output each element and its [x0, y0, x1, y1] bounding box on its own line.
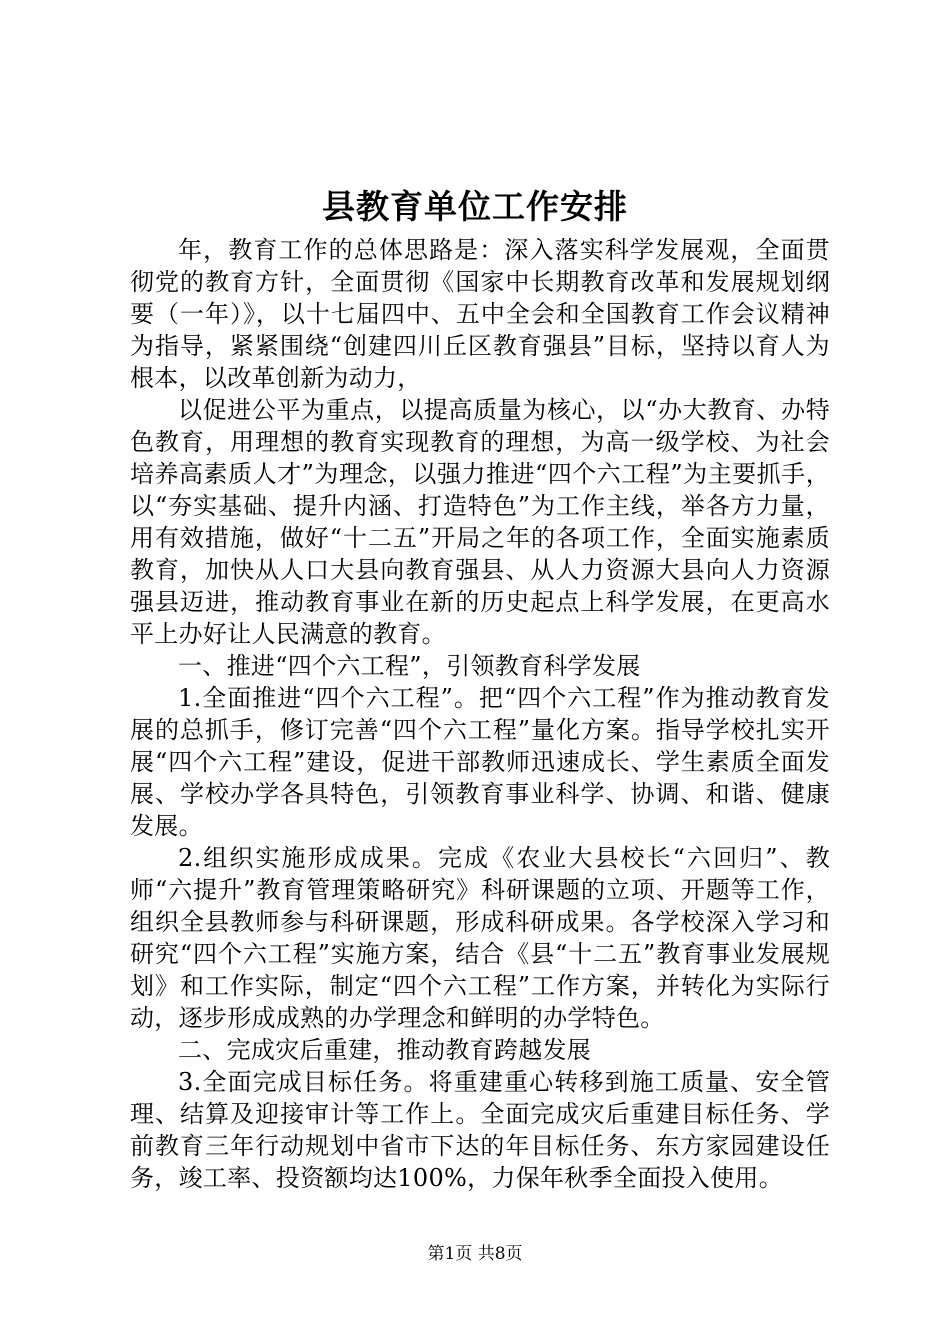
- section-1-item-2: 2.组织实施形成成果。完成《农业大县校长“六回归”、教师“六提升”教育管理策略研究》科研课题的立项、开题等工作，组织全县教师参与科研课题，形成科研成果。各学校深入学习和研究“四个六工程”实施方案，结合《县“十二五”教育事业发展规划》和工作实际，制定“四个六工程”工作方案，并转化为实际行动，逐步形成成熟的办学理念和鲜明的办学特色。: [130, 844, 830, 1032]
- section-1-item-1: 1.全面推进“四个六工程”。把“四个六工程”作为推动教育发展的总抓手，修订完善“四个六工程”量化方案。指导学校扎实开展“四个六工程”建设，促进干部教师迅速成长、学生素质全面发展、学校办学各具特色，引领教育事业科学、协调、和谐、健康发展。: [130, 684, 830, 840]
- intro-paragraph-2: 以促进公平为重点，以提高质量为核心，以“办大教育、办特色教育，用理想的教育实现教育的理想，为高一级学校、为社会培养高素质人才”为理念，以强力推进“四个六工程”为主要抓手，以“夯实基础、提升内涵、打造特色”为工作主线，举各方力量，用有效措施，做好“十二五”开局之年的各项工作，全面实施素质教育，加快从人口大县向教育强县、从人力资源大县向人力资源强县迈进，推动教育事业在新的历史起点上科学发展，在更高水平上办好让人民满意的教育。: [130, 396, 830, 648]
- section-2-item-3: 3.全面完成目标任务。将重建重心转移到施工质量、安全管理、结算及迎接审计等工作上。全面完成灾后重建目标任务、学前教育三年行动规划中省市下达的年目标任务、东方家园建设任务，竣工率、投资额均达100%，力保年秋季全面投入使用。: [130, 1068, 830, 1192]
- document-title: 县教育单位工作安排: [322, 187, 628, 226]
- page-number-footer: 第1页 共8页: [427, 1244, 523, 1264]
- intro-paragraph-1: 年，教育工作的总体思路是：深入落实科学发展观，全面贯彻党的教育方针，全面贯彻《国家中长期教育改革和发展规划纲要（一年）》，以十七届四中、五中全会和全国教育工作会议精神为指导，紧紧围绕“创建四川丘区教育强县”目标，坚持以育人为根本，以改革创新为动力，: [130, 236, 830, 392]
- section-2-heading: 二、完成灾后重建，推动教育跨越发展: [178, 1036, 592, 1064]
- document-body: [130, 234, 830, 1194]
- section-1-heading: 一、推进“四个六工程”，引领教育科学发展: [178, 652, 641, 680]
